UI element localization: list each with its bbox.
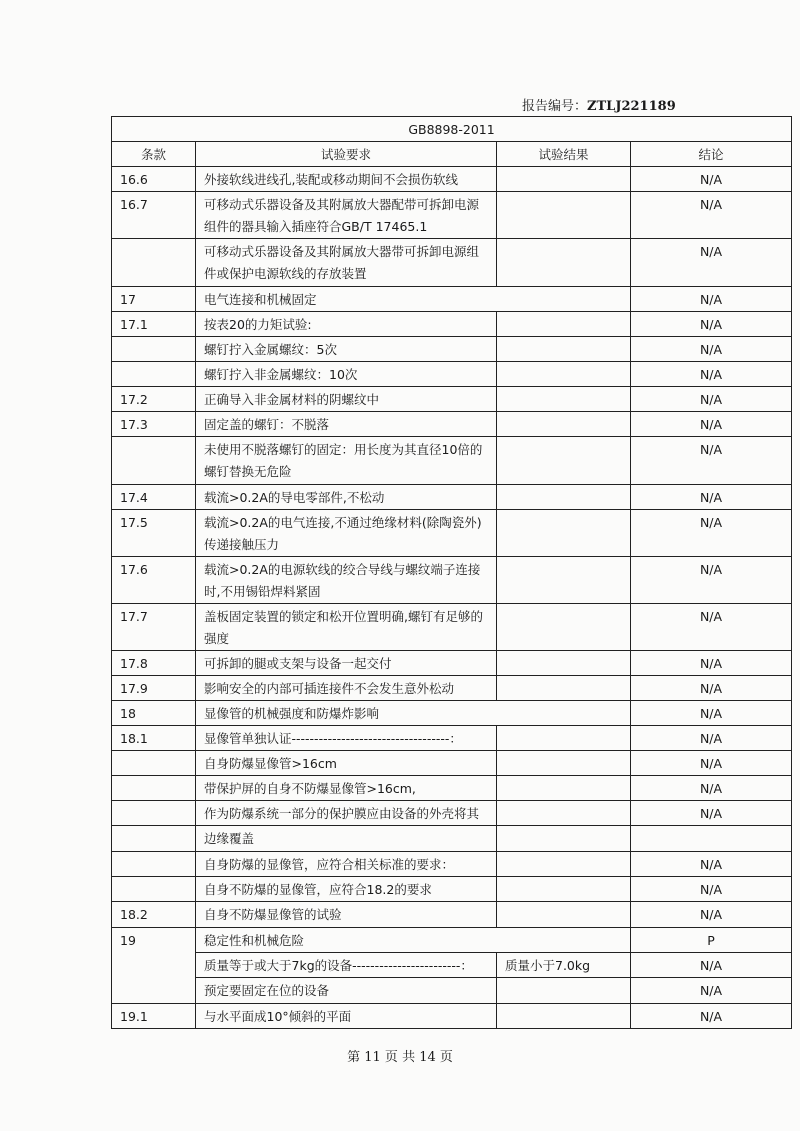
requirement-cell: 预定要固定在位的设备 <box>196 978 497 1004</box>
requirement-cell: 自身不防爆的显像管，应符合18.2的要求 <box>196 877 497 902</box>
table-row <box>112 604 792 651</box>
result-cell <box>497 437 631 485</box>
result-cell <box>497 826 631 852</box>
verdict-cell: N/A <box>631 239 792 287</box>
requirement-cell: 质量等于或大于7kg的设备------------------------： <box>196 953 497 978</box>
table-row <box>112 485 792 510</box>
table-row <box>112 510 792 557</box>
verdict-cell: P <box>631 928 792 953</box>
table-row <box>112 651 792 676</box>
requirement-cell: 边缘覆盖 <box>196 826 497 852</box>
verdict-cell: N/A <box>631 852 792 877</box>
clause-cell: 17.6 <box>112 557 196 604</box>
requirement-cell: 可拆卸的腿或支架与设备一起交付 <box>196 651 497 676</box>
verdict-cell: N/A <box>631 557 792 604</box>
requirement-cell: 外接软线进线孔,装配或移动期间不会损伤软线 <box>196 167 497 192</box>
table-row <box>112 412 792 437</box>
result-cell <box>497 387 631 412</box>
verdict-cell: N/A <box>631 287 792 312</box>
table-row <box>112 953 792 978</box>
clause-cell <box>112 337 196 362</box>
clause-cell: 16.6 <box>112 167 196 192</box>
table-row <box>112 437 792 485</box>
clause-cell <box>112 437 196 485</box>
table-row <box>112 287 792 312</box>
col-header-requirement: 试验要求 <box>196 142 497 167</box>
table-row <box>112 801 792 826</box>
clause-cell: 17.8 <box>112 651 196 676</box>
col-header-clause: 条款 <box>112 142 196 167</box>
verdict-cell <box>631 826 792 852</box>
result-cell <box>497 412 631 437</box>
result-cell <box>497 978 631 1004</box>
requirement-cell: 稳定性和机械危险 <box>196 928 631 953</box>
result-cell <box>497 510 631 557</box>
requirement-cell: 载流>0.2A的导电零部件,不松动 <box>196 485 497 510</box>
verdict-cell: N/A <box>631 312 792 337</box>
verdict-cell: N/A <box>631 801 792 826</box>
table-row <box>112 676 792 701</box>
verdict-cell: N/A <box>631 877 792 902</box>
requirement-cell: 显像管单独认证-----------------------------------： <box>196 726 497 751</box>
result-cell <box>497 801 631 826</box>
clause-cell: 17.2 <box>112 387 196 412</box>
requirement-cell: 可移动式乐器设备及其附属放大器带可拆卸电源组件或保护电源软线的存放装置 <box>196 239 497 287</box>
requirement-cell: 螺钉拧入非金属螺纹：10次 <box>196 362 497 387</box>
clause-cell: 17.7 <box>112 604 196 651</box>
table-row <box>112 192 792 239</box>
verdict-cell: N/A <box>631 485 792 510</box>
requirement-cell: 影响安全的内部可插连接件不会发生意外松动 <box>196 676 497 701</box>
page-footer: 第 11 页 共 14 页 <box>347 1050 453 1065</box>
clause-cell <box>112 852 196 877</box>
verdict-cell: N/A <box>631 751 792 776</box>
clause-cell: 17.1 <box>112 312 196 337</box>
clause-cell: 18.1 <box>112 726 196 751</box>
result-cell <box>497 337 631 362</box>
verdict-cell: N/A <box>631 651 792 676</box>
clause-cell <box>112 801 196 826</box>
standard-title: GB8898-2011 <box>112 117 792 142</box>
result-cell <box>497 312 631 337</box>
table-row <box>112 751 792 776</box>
requirement-cell: 正确导入非金属材料的阴螺纹中 <box>196 387 497 412</box>
clause-cell: 19.1 <box>112 1004 196 1029</box>
requirement-cell: 自身防爆的显像管，应符合相关标准的要求： <box>196 852 497 877</box>
requirement-cell: 螺钉拧入金属螺纹：5次 <box>196 337 497 362</box>
result-cell <box>497 877 631 902</box>
requirement-cell: 未使用不脱落螺钉的固定：用长度为其直径10倍的螺钉替换无危险 <box>196 437 497 485</box>
verdict-cell: N/A <box>631 510 792 557</box>
result-cell <box>497 485 631 510</box>
table-row <box>112 902 792 928</box>
table-row <box>112 978 792 1004</box>
result-cell <box>497 1004 631 1029</box>
clause-cell <box>112 362 196 387</box>
verdict-cell: N/A <box>631 978 792 1004</box>
verdict-cell: N/A <box>631 167 792 192</box>
result-cell <box>497 852 631 877</box>
report-number <box>522 95 676 114</box>
clause-cell <box>112 776 196 801</box>
result-cell: 质量小于7.0kg <box>497 953 631 978</box>
clause-cell <box>112 751 196 776</box>
clause-cell: 17 <box>112 287 196 312</box>
table-row <box>112 776 792 801</box>
table-row <box>112 167 792 192</box>
table-row <box>112 239 792 287</box>
table-row <box>112 826 792 852</box>
verdict-cell: N/A <box>631 412 792 437</box>
standard-row <box>112 117 792 142</box>
result-cell <box>497 751 631 776</box>
requirement-cell: 显像管的机械强度和防爆炸影响 <box>196 701 631 726</box>
requirement-cell: 按表20的力矩试验: <box>196 312 497 337</box>
header-row <box>112 142 792 167</box>
result-cell <box>497 167 631 192</box>
result-cell <box>497 604 631 651</box>
table-row <box>112 726 792 751</box>
requirement-cell: 自身不防爆显像管的试验 <box>196 902 497 928</box>
clause-cell: 17.5 <box>112 510 196 557</box>
requirement-cell: 电气连接和机械固定 <box>196 287 631 312</box>
verdict-cell: N/A <box>631 701 792 726</box>
verdict-cell: N/A <box>631 676 792 701</box>
verdict-cell: N/A <box>631 776 792 801</box>
verdict-cell: N/A <box>631 337 792 362</box>
report-number-label: 报告编号： <box>522 99 588 114</box>
table-row <box>112 362 792 387</box>
result-cell <box>497 902 631 928</box>
result-cell <box>497 192 631 239</box>
result-cell <box>497 557 631 604</box>
table-row <box>112 928 792 953</box>
clause-cell <box>112 826 196 852</box>
requirement-cell: 盖板固定装置的锁定和松开位置明确,螺钉有足够的强度 <box>196 604 497 651</box>
table-row <box>112 852 792 877</box>
verdict-cell: N/A <box>631 604 792 651</box>
test-table <box>111 116 792 1029</box>
table-row <box>112 387 792 412</box>
verdict-cell: N/A <box>631 953 792 978</box>
verdict-cell: N/A <box>631 1004 792 1029</box>
verdict-cell: N/A <box>631 902 792 928</box>
col-header-verdict: 结论 <box>631 142 792 167</box>
requirement-cell: 固定盖的螺钉：不脱落 <box>196 412 497 437</box>
clause-cell: 17.9 <box>112 676 196 701</box>
verdict-cell: N/A <box>631 387 792 412</box>
table-row <box>112 557 792 604</box>
verdict-cell: N/A <box>631 726 792 751</box>
table-row <box>112 337 792 362</box>
result-cell <box>497 239 631 287</box>
verdict-cell: N/A <box>631 437 792 485</box>
table-row <box>112 312 792 337</box>
clause-cell <box>112 239 196 287</box>
requirement-cell: 作为防爆系统一部分的保护膜应由设备的外壳将其 <box>196 801 497 826</box>
col-header-result: 试验结果 <box>497 142 631 167</box>
result-cell <box>497 676 631 701</box>
verdict-cell: N/A <box>631 192 792 239</box>
clause-cell: 18 <box>112 701 196 726</box>
result-cell <box>497 726 631 751</box>
table-row <box>112 877 792 902</box>
table-row <box>112 701 792 726</box>
requirement-cell: 自身防爆显像管>16cm <box>196 751 497 776</box>
result-cell <box>497 651 631 676</box>
report-number-value: ZTLJ221189 <box>587 99 676 114</box>
verdict-cell: N/A <box>631 362 792 387</box>
clause-cell <box>112 877 196 902</box>
result-cell <box>497 776 631 801</box>
requirement-cell: 载流>0.2A的电源软线的绞合导线与螺纹端子连接时,不用锡铅焊料紧固 <box>196 557 497 604</box>
requirement-cell: 可移动式乐器设备及其附属放大器配带可拆卸电源组件的器具输入插座符合GB/T 17465.1 <box>196 192 497 239</box>
clause-cell: 18.2 <box>112 902 196 928</box>
table-row <box>112 1004 792 1029</box>
clause-cell: 19 <box>112 928 196 1004</box>
requirement-cell: 与水平面成10°倾斜的平面 <box>196 1004 497 1029</box>
clause-cell: 16.7 <box>112 192 196 239</box>
clause-cell: 17.3 <box>112 412 196 437</box>
clause-cell: 17.4 <box>112 485 196 510</box>
requirement-cell: 载流>0.2A的电气连接,不通过绝缘材料(除陶瓷外)传递接触压力 <box>196 510 497 557</box>
result-cell <box>497 362 631 387</box>
requirement-cell: 带保护屏的自身不防爆显像管>16cm, <box>196 776 497 801</box>
